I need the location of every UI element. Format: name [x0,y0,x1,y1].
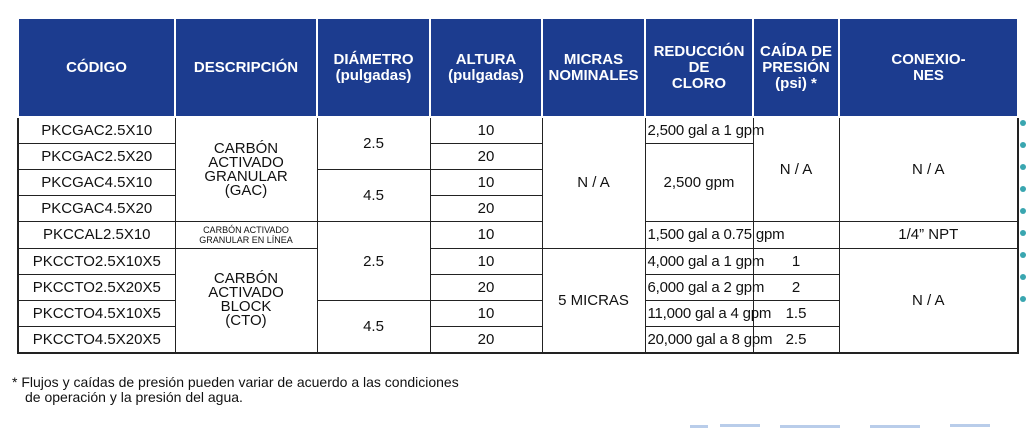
header-reduccion: REDUCCIÓN DE CLORO [645,18,753,117]
reduction-cell: 2,500 gal a 1 gpm [645,117,753,143]
header-conexiones: CONEXIO- NES [839,18,1018,117]
code-cell: PKCCAL2.5X10 [18,222,175,248]
code-cell: PKCGAC4.5X10 [18,169,175,195]
description-cal: CARBÓN ACTIVADO GRANULAR EN LÍNEA [175,222,317,248]
reduction-cell: 2,500 gpm [645,143,753,222]
height-cell: 10 [430,248,542,274]
product-spec-table [17,17,1019,354]
connection-cell: 1/4” NPT [839,222,1018,248]
footnote-line-1: * Flujos y caídas de presión pueden variar de acuerdo a las condiciones [12,374,459,390]
height-cell: 20 [430,196,542,222]
header-caida: CAÍDA DE PRESIÓN (psi) * [753,18,839,117]
pressure-drop-cell: 1.5 [753,301,839,327]
diameter-cell: 2.5 [317,222,430,301]
dot-icon [1020,186,1026,192]
code-cell: PKCCTO4.5X10X5 [18,301,175,327]
decorative-bar [690,424,1010,429]
diameter-cell: 4.5 [317,301,430,353]
micras-cell: 5 MICRAS [542,248,645,353]
code-cell: PKCGAC4.5X20 [18,196,175,222]
micras-cell: N / A [542,117,645,248]
pressure-drop-cell: 2.5 [753,327,839,353]
dot-icon [1020,252,1026,258]
code-cell: PKCCTO2.5X10X5 [18,248,175,274]
header-micras: MICRAS NOMINALES [542,18,645,117]
reduction-cell: 20,000 gal a 8 gpm [645,327,753,353]
table-row [18,222,1018,248]
code-cell: PKCGAC2.5X20 [18,143,175,169]
reduction-cell: 11,000 gal a 4 gpm [645,301,753,327]
dot-icon [1020,164,1026,170]
decorative-dots [1020,120,1026,318]
table-row [18,248,1018,274]
header-descripcion: DESCRIPCIÓN [175,18,317,117]
footnote-line-2: de operación y la presión del agua. [25,389,243,405]
height-cell: 20 [430,327,542,353]
header-diametro: DIÁMETRO (pulgadas) [317,18,430,117]
table-row [18,117,1018,143]
connection-cell: N / A [839,248,1018,353]
reduction-cell: 1,500 gal a 0.75 gpm [645,222,753,248]
height-cell: 20 [430,274,542,300]
dot-icon [1020,274,1026,280]
code-cell: PKCCTO4.5X20X5 [18,327,175,353]
code-cell: PKCGAC2.5X10 [18,117,175,143]
description-gac: CARBÓN ACTIVADO GRANULAR (GAC) [175,117,317,222]
code-cell: PKCCTO2.5X20X5 [18,274,175,300]
height-cell: 10 [430,117,542,143]
height-cell: 10 [430,301,542,327]
height-cell: 20 [430,143,542,169]
reduction-cell: 4,000 gal a 1 gpm [645,248,753,274]
dot-icon [1020,296,1026,302]
pressure-drop-cell: 1 [753,248,839,274]
header-row [18,18,1018,117]
height-cell: 10 [430,169,542,195]
height-cell: 10 [430,222,542,248]
description-cto: CARBÓN ACTIVADO BLOCK (CTO) [175,248,317,353]
footnote [12,375,459,405]
dot-icon [1020,230,1026,236]
diameter-cell: 4.5 [317,169,430,221]
dot-icon [1020,120,1026,126]
diameter-cell: 2.5 [317,117,430,169]
header-altura: ALTURA (pulgadas) [430,18,542,117]
header-codigo: CÓDIGO [18,18,175,117]
pressure-drop-cell: 2 [753,274,839,300]
connection-cell: N / A [839,117,1018,222]
pressure-drop-cell: N / A [753,117,839,222]
reduction-cell: 6,000 gal a 2 gpm [645,274,753,300]
dot-icon [1020,208,1026,214]
dot-icon [1020,142,1026,148]
